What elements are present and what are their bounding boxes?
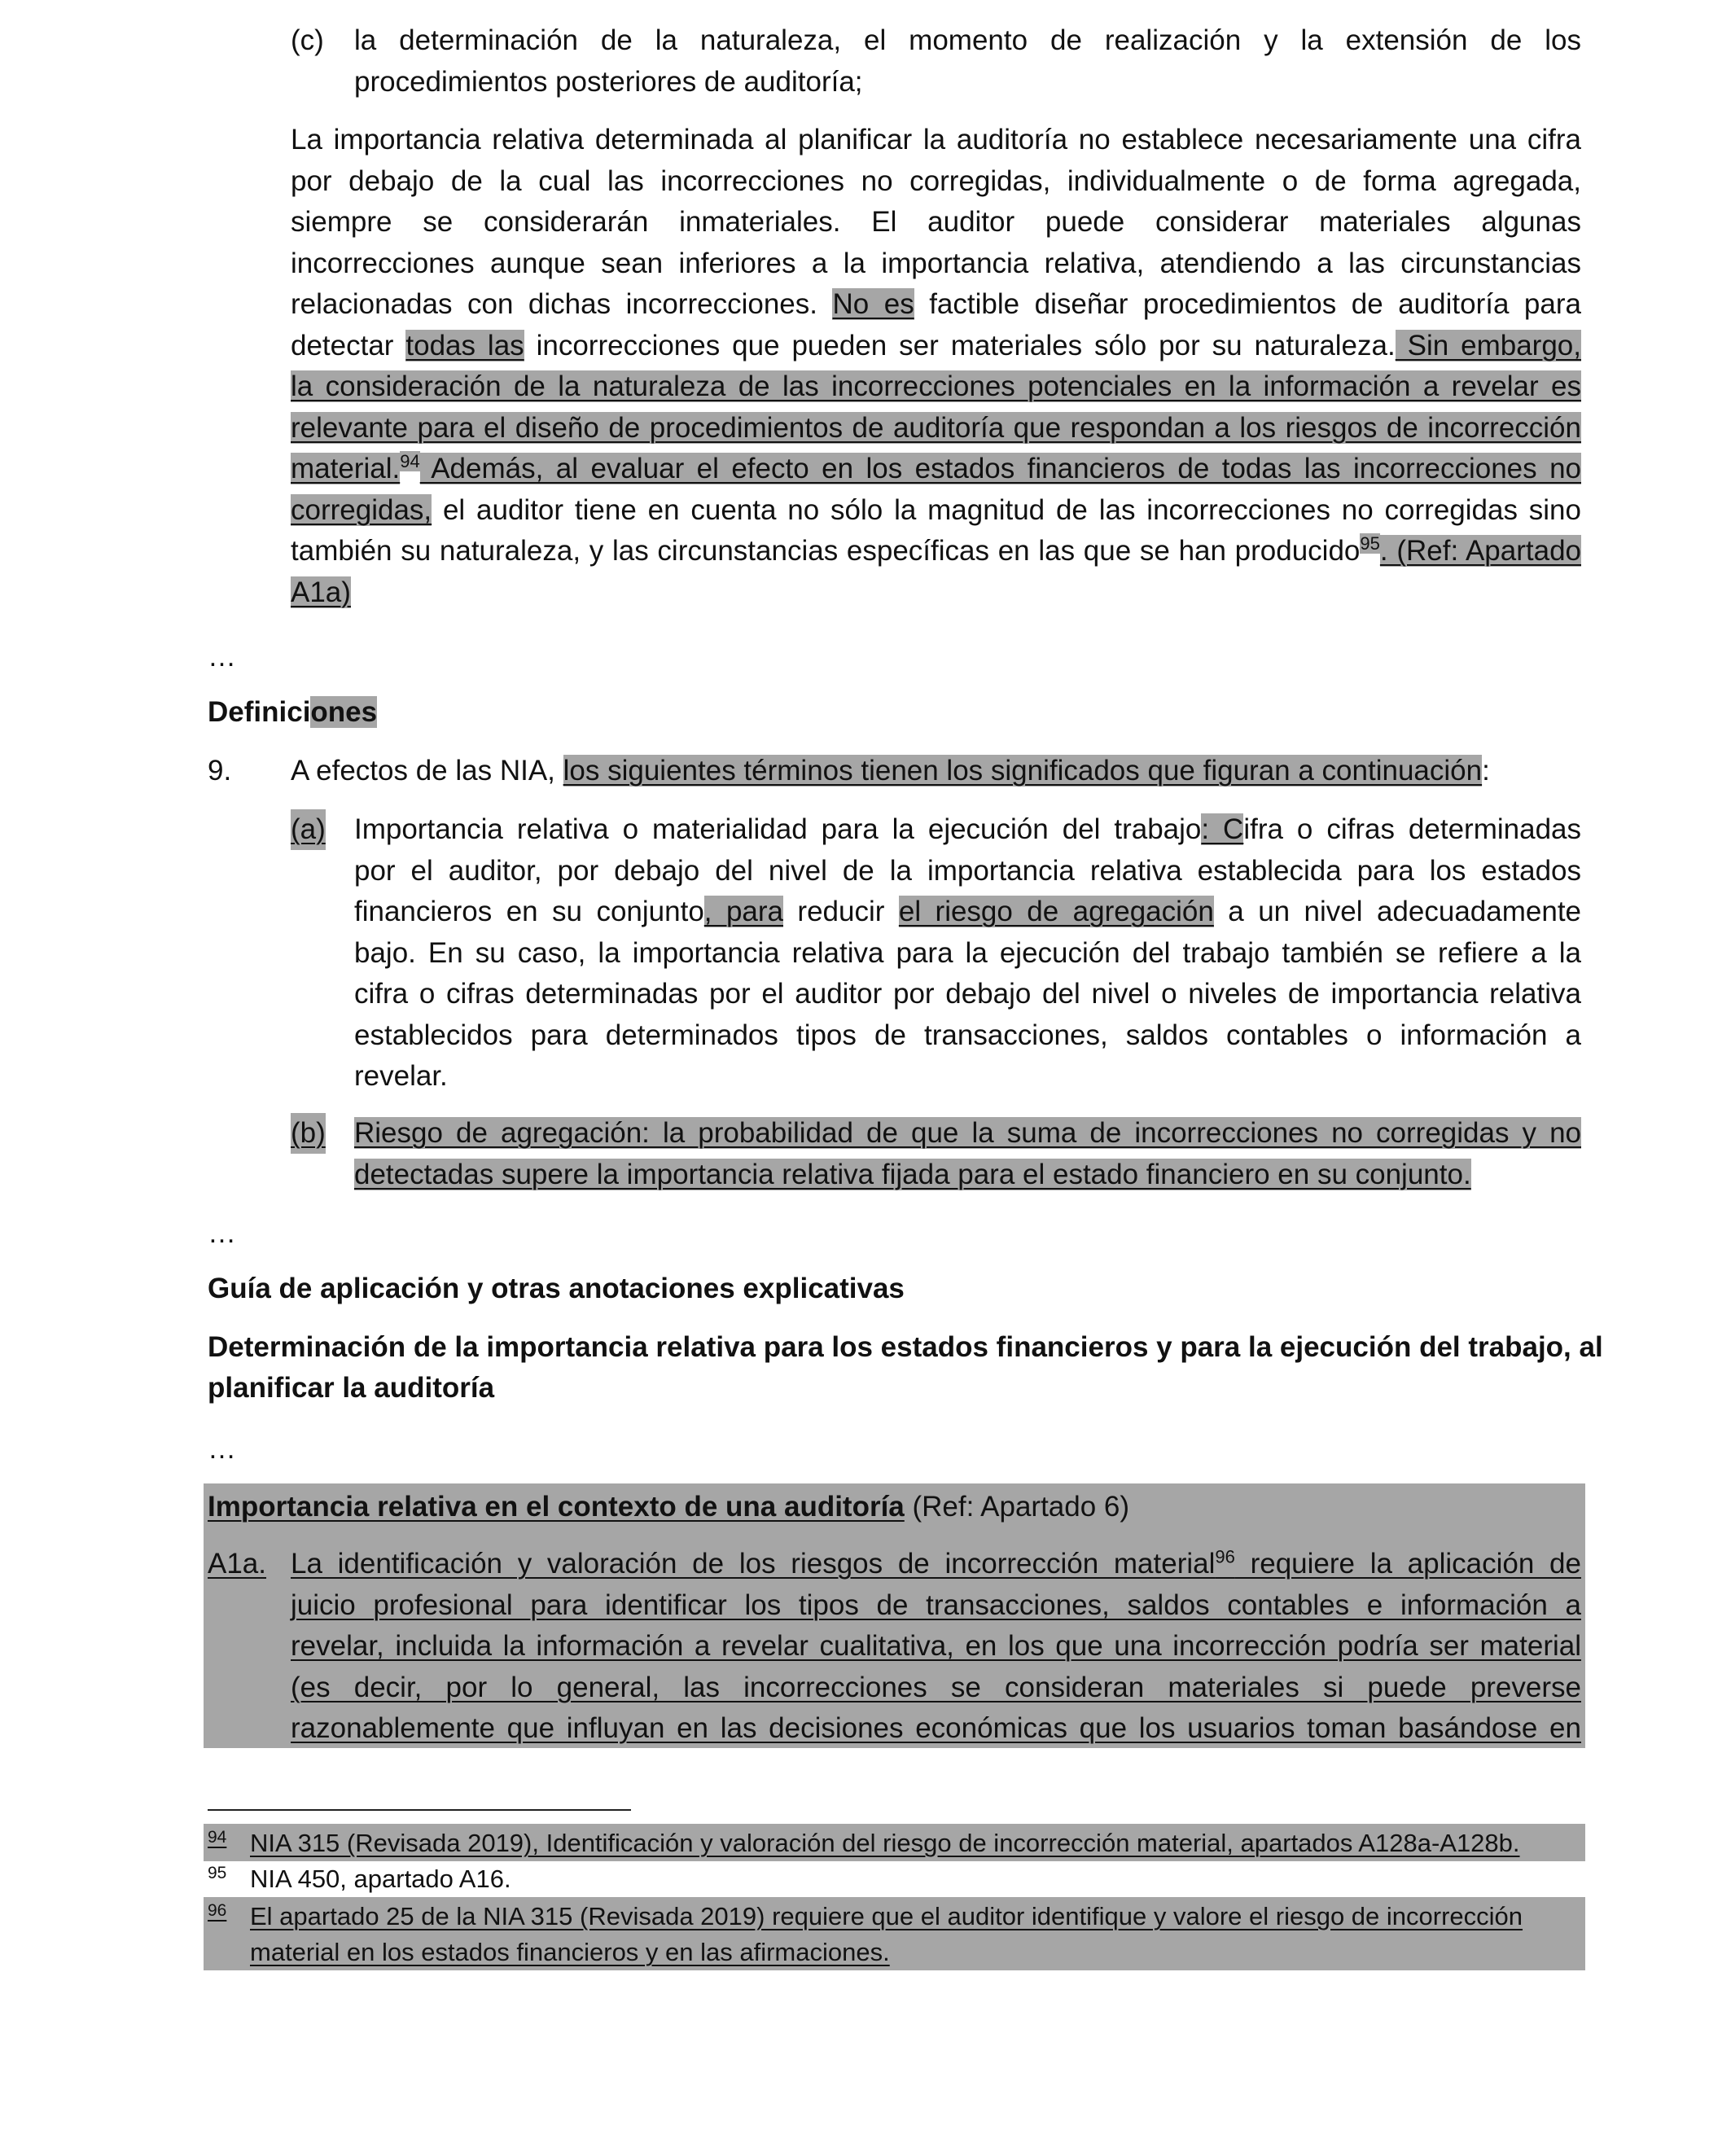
- highlight-no-es: No es: [832, 288, 914, 320]
- footnote-ref-96[interactable]: 96: [1215, 1546, 1235, 1567]
- ellipsis: …: [208, 1217, 236, 1249]
- item-b-label: (b): [291, 1113, 326, 1154]
- ref-a1a-link[interactable]: A1a): [291, 576, 351, 608]
- para1-line2: por debajo de la cual las incorrecciones no corregidas, individualmente o de forma agregada,: [291, 164, 1581, 197]
- footnote-ref-95[interactable]: 95: [1360, 533, 1380, 554]
- para1-line4: incorrecciones aunque sean inferiores a la importancia relativa, atendiendo a las circunstancias: [291, 247, 1581, 279]
- item-9-number: 9.: [208, 755, 232, 787]
- footnote-separator: [208, 1809, 631, 1811]
- item-b-text: [354, 1113, 1581, 1195]
- para1-line5: relacionadas con dichas incorrecciones. No es factible diseñar procedimientos de auditoría para: [291, 288, 1581, 320]
- footnote-95-number: 95: [208, 1864, 227, 1882]
- a1a-line4: (es decir, por lo general, las incorrecciones se consideran materiales si puede preverse: [291, 1671, 1581, 1703]
- item-c-line1: la determinación de la naturaleza, el momento de realización y la extensión de los: [354, 24, 1581, 56]
- a1a-line3: revelar, incluida la información a revelar cualitativa, en los que una incorrección podría ser material: [291, 1630, 1581, 1662]
- highlight-todas-las: todas las: [405, 329, 524, 362]
- definitions-heading: Definiciones: [208, 696, 378, 728]
- guide-heading: Guía de aplicación y otras anotaciones explicativas: [208, 1273, 905, 1304]
- item-a-line2: por el auditor, por debajo del nivel de la importancia relativa establecida para los estados: [354, 854, 1581, 887]
- footnote-95-text: NIA 450, apartado A16.: [250, 1865, 511, 1893]
- ref-apartado-link[interactable]: . (Ref: Apartado: [1379, 535, 1581, 567]
- a1a-number: A1a.: [208, 1548, 266, 1580]
- materiality-paragraph: [291, 120, 1581, 613]
- highlight-sin-embargo: Sin embargo,: [1395, 329, 1581, 362]
- para1-line8: relevante para el diseño de procedimientos de auditoría que respondan a los riesgos de incorrección: [291, 411, 1581, 444]
- item-a-line3: financieros en su conjunto, para reducir el riesgo de agregación a un nivel adecuadamente: [354, 896, 1582, 927]
- para1-line9: material.$^{94}$ Además, al evaluar el efecto en los estados financieros de todas las incorrecciones no: [291, 451, 1581, 484]
- item-b-line2: detectadas supere la importancia relativa fijada para el estado financiero en su conjunto.: [354, 1158, 1471, 1190]
- item-c-line2: procedimientos posteriores de auditoría;: [354, 65, 863, 98]
- para1-line10: corregidas, el auditor tiene en cuenta no sólo la magnitud de las incorrecciones no corregidas sino: [291, 493, 1581, 526]
- para1-line7: la consideración de la naturaleza de las incorrecciones potenciales en la información a revelar es: [291, 370, 1581, 402]
- para1-line3: siempre se considerarán inmateriales. El auditor puede considerar materiales algunas: [291, 206, 1581, 238]
- footnote-94-text: NIA 315 (Revisada 2019), Identificación y valoración del riesgo de incorrección material, apartados A128a-A128b.: [250, 1829, 1520, 1857]
- item-a-line4: bajo. En su caso, la importancia relativa para la ejecución del trabajo también se refiere a la: [354, 936, 1581, 969]
- footnote-96-text: El apartado 25 de la NIA 315 (Revisada 2019) requiere que el auditor identifique y valore el riesgo de incorrección: [250, 1902, 1523, 1930]
- para1-line1: La importancia relativa determinada al planificar la auditoría no establece necesariamente una cifra: [291, 124, 1581, 156]
- item-a-line1: Importancia relativa o materialidad para la ejecución del trabajo: Cifra o cifras determinadas: [354, 813, 1581, 845]
- para1-line11: también su naturaleza, y las circunstancias específicas en las que se han producido$^{95}$. (Ref: Apartado: [291, 533, 1581, 567]
- item-a-line7: revelar.: [354, 1060, 448, 1092]
- a1a-line5: razonablemente que influyan en las decisiones económicas que los usuarios toman basándose en: [291, 1712, 1581, 1744]
- para1-line12: [291, 572, 1581, 614]
- item-c-text: [354, 20, 1581, 103]
- ellipsis: …: [208, 641, 236, 673]
- footnote-96-number: 96: [208, 1901, 227, 1920]
- footnote-ref-94[interactable]: 94: [400, 451, 420, 472]
- item-a-line5: cifra o cifras determinadas por el auditor por debajo del nivel o niveles de importancia relativa: [354, 978, 1581, 1010]
- item-b-line1: Riesgo de agregación: la probabilidad de que la suma de incorrecciones no corregidas y no: [354, 1117, 1581, 1149]
- determination-heading: Determinación de la importancia relativa para los estados financieros y para la ejecución del trabajo, al planificar la auditoría: [208, 1331, 1603, 1404]
- importance-heading: Importancia relativa en el contexto de una auditoría (Ref: Apartado 6): [208, 1491, 1130, 1523]
- a1a-text: [291, 1544, 1581, 1750]
- item-a-label: (a): [291, 809, 326, 850]
- a1a-line1: La identificación y valoración de los riesgos de incorrección material$^{96}$ requiere la aplicación de: [291, 1546, 1581, 1580]
- item-a-line6: establecidos para determinados tipos de transacciones, saldos contables o información a: [354, 1019, 1581, 1051]
- a1a-line2: juicio profesional para identificar los tipos de transacciones, saldos contables e información a: [291, 1589, 1581, 1621]
- item-a-text: [354, 809, 1581, 1098]
- ellipsis: …: [208, 1433, 236, 1465]
- item-c-label: (c): [291, 24, 324, 56]
- footnote-94-number: 94: [208, 1828, 227, 1847]
- footnote-96-text-continued: material en los estados financieros y en las afirmaciones.: [250, 1938, 890, 1966]
- para1-line6: detectar todas las incorrecciones que pueden ser materiales sólo por su naturaleza. Sin embargo,: [291, 329, 1581, 362]
- item-9-text: A efectos de las NIA, los siguientes términos tienen los significados que figuran a continuación:: [291, 755, 1490, 787]
